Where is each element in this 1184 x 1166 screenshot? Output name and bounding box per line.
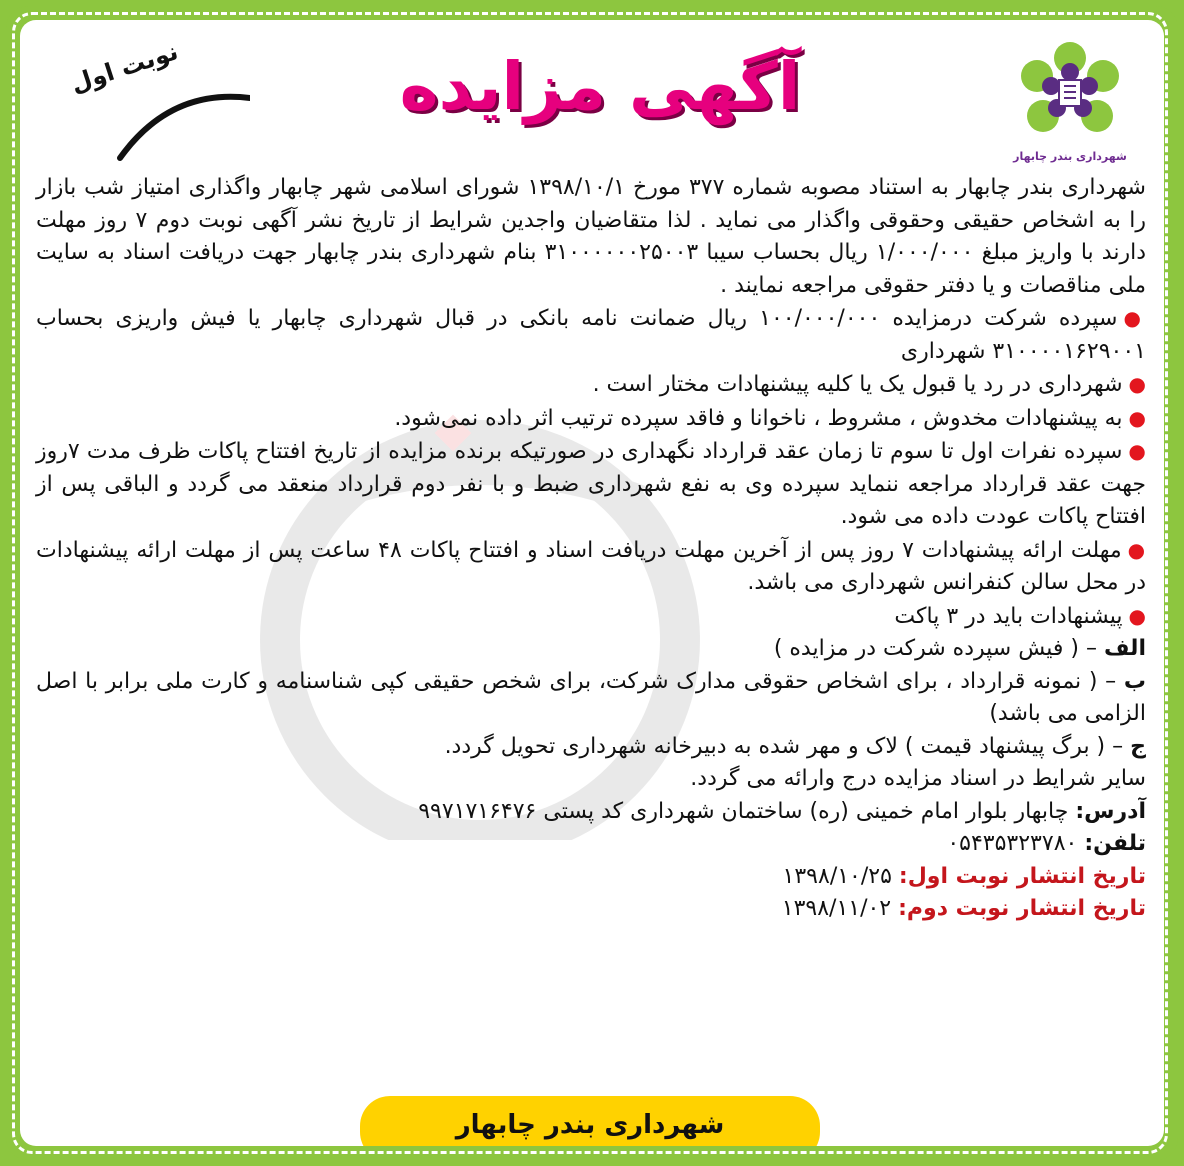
notice-paper (20, 20, 1164, 1146)
intro-paragraph: شهرداری بندر چابهار به استناد مصوبه شماره ۳۷۷ مورخ ۱۳۹۸/۱۰/۱ شورای اسلامی شهر چابهار واگذاری امتیاز شب بازار را به اشخاص حقیقی وحقوقی واگذار می نماید . لذا متقاضیان واجدین شرایط از تاریخ نشر آگهی نوبت دوم ۷ روز مهلت دارند با واریز مبلغ ۱/۰۰۰/۰۰۰ ریال بحساب سیبا ۳۱۰۰۰۰۰۰۲۵۰۰۳ بنام شهرداری بندر چابهار جهت دریافت اسناد به سایت ملی مناقصات و یا دفتر حقوقی مراجعه نمایند . (36, 175, 1147, 298)
turn-stamp (60, 37, 250, 168)
packet-text: – ( برگ پیشنهاد قیمت ) لاک و مهر شده به دبیرخانه شهرداری تحویل گردد. (444, 733, 1131, 759)
publish-second-value: ۱۳۹۸/۱۱/۰۲ (781, 896, 899, 921)
bullet-item: ● به پیشنهادات مخدوش ، مشروط ، ناخوانا و فاقد سپرده ترتیب اثر داده نمی‌شود. (36, 402, 1146, 436)
other-terms: سایر شرایط در اسناد مزایده درج وارائه می گردد. (690, 766, 1146, 791)
address-line (36, 796, 1146, 829)
notice-body (36, 172, 1146, 926)
bullet-item: ● مهلت ارائه پیشنهادات ۷ روز پس از آخرین مهلت دریافت اسناد و افتتاح پاکات ۴۸ ساعت پس از مهلت ارائه پیشنهادات در محل سالن کنفرانس شهرداری می باشد. (36, 534, 1146, 600)
bullet-item: ● شهرداری در رد یا قبول یک یا کلیه پیشنهادات مختار است . (36, 368, 1146, 402)
address-value: چابهار بلوار امام خمینی (ره) ساختمان شهرداری کد پستی ۹۹۷۱۷۱۶۴۷۶ (418, 798, 1076, 824)
publish-first-label: تاریخ انتشار نوبت اول: (898, 863, 1146, 889)
publish-second-label: تاریخ انتشار نوبت دوم: (898, 896, 1146, 921)
municipality-logo (1010, 38, 1130, 178)
bullet-item: ● پیشنهادات باید در ۳ پاکت (36, 600, 1146, 634)
packet-jim (36, 731, 1146, 764)
packet-text: – ( نمونه قرارداد ، برای اشخاص حقوقی مدارک شرکت، برای شخص حقیقی کپی شناسنامه و کارت ملی برابر با اصل الزامی می باشد) (36, 668, 1146, 726)
address-label: آدرس: (1075, 798, 1146, 824)
phone-label: تلفن: (1084, 831, 1146, 856)
turn-label: نوبت اول (67, 37, 182, 98)
bullet-item: ● سپرده شرکت درمزایده ۱۰۰/۰۰۰/۰۰۰ ریال ضمانت نامه بانکی در قبال شهرداری چابهار یا فیش واریزی بحساب ۳۱۰۰۰۰۱۶۲۹۰۰۱ شهرداری (36, 302, 1146, 368)
logo-caption: شهرداری بندر چابهار (1013, 150, 1127, 163)
packet-be (36, 666, 1146, 731)
page-title: آگهی مزایده (399, 48, 801, 125)
packet-label: الف (1103, 636, 1146, 661)
publish-second-line (36, 893, 1146, 926)
packet-alef (36, 633, 1146, 666)
publish-first-line (36, 861, 1146, 894)
packet-text: – ( فیش سپرده شرکت در مزایده ) (773, 636, 1104, 661)
packet-label: ب (1123, 668, 1146, 694)
phone-value: ۰۵۴۳۵۳۲۳۷۸۰ (947, 831, 1085, 856)
logo-icon (1015, 38, 1125, 148)
phone-line (36, 828, 1146, 861)
bullet-item: ● سپرده نفرات اول تا سوم تا زمان عقد قرارداد نگهداری در صورتیکه برنده مزایده از تاریخ افتتاح پاکات ظرف مدت ۷روز جهت عقد قرارداد مراجعه ننماید سپرده وی به نفع شهرداری ضبط و با نفر دوم قرارداد منعقد می گردد و الباقی پس از افتتاح پاکات عودت داده می شود. (36, 435, 1146, 534)
footer-banner: شهرداری بندر چابهار (360, 1096, 820, 1146)
publish-first-value: ۱۳۹۸/۱۰/۲۵ (782, 863, 899, 889)
packet-label: ج (1130, 733, 1146, 759)
